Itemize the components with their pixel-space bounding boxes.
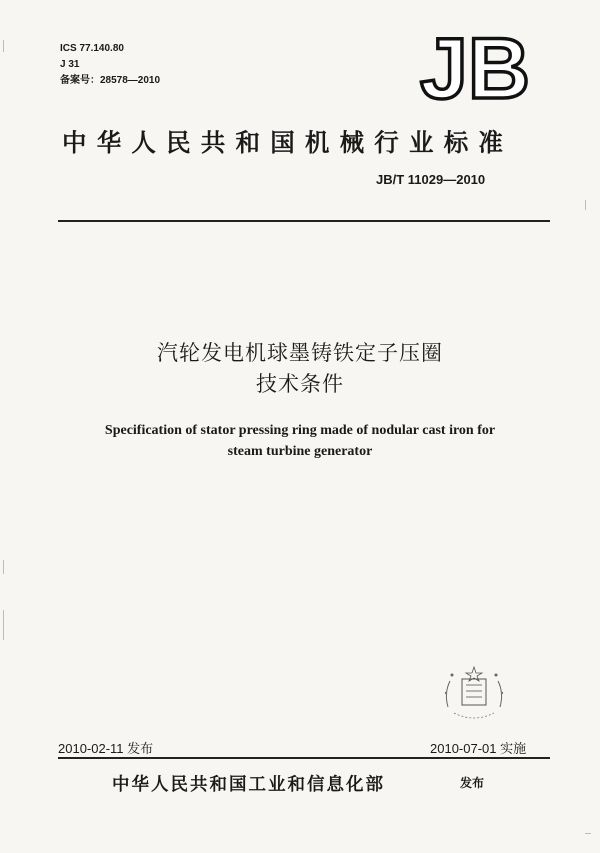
- scan-mark: [585, 833, 591, 834]
- chinese-title-line-2: 技术条件: [256, 372, 344, 396]
- publisher-suffix: 发布: [460, 776, 485, 790]
- scan-mark: [3, 610, 4, 640]
- chinese-title-line-1: 汽轮发电机球墨铸铁定子压圈: [157, 341, 443, 365]
- english-title-line-2: steam turbine generator: [227, 444, 373, 459]
- english-title-line-1: Specification of stator pressing ring made of nodular cast iron for: [104, 423, 496, 438]
- standard-number: JB/T 11029—2010: [376, 172, 486, 187]
- jb-logo: [400, 28, 550, 108]
- scan-mark: [3, 560, 4, 574]
- classification-code: J 31: [60, 59, 80, 70]
- issue-date: 2010-02-11 发布: [58, 741, 154, 756]
- jb-logo-text: JB: [420, 28, 530, 108]
- filing-number: 备案号：28578—2010: [60, 75, 161, 86]
- publisher-seal-icon: [440, 663, 508, 723]
- footer-divider: [58, 757, 550, 759]
- scan-mark: [3, 40, 4, 52]
- publisher-name: 中华人民共和国工业和信息化部: [112, 775, 385, 795]
- scan-mark: [585, 200, 586, 210]
- implementation-date: 2010-07-01 实施: [430, 741, 527, 756]
- ics-code: ICS 77.140.80: [60, 43, 124, 54]
- standard-title: 中华人民共和国机械行业标准: [62, 128, 514, 157]
- header-divider: [58, 220, 550, 222]
